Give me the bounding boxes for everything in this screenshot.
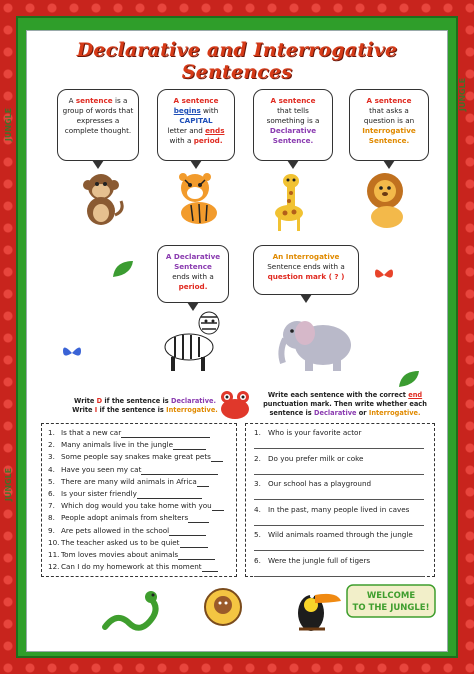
right-instr-declarative: Declarative <box>314 409 357 417</box>
answer-line[interactable] <box>254 474 424 475</box>
left-item-text: Is your sister friendly <box>61 489 137 498</box>
bubble5-l1: A Declarative <box>165 252 221 261</box>
right-item-number: 1. <box>254 428 261 437</box>
left-item-number: 5. <box>48 476 55 486</box>
right-exercise-box <box>245 423 435 577</box>
left-item-text: Some people say snakes make great pets <box>61 452 211 462</box>
giraffe-illustration <box>267 171 313 233</box>
bubble-declarative-def <box>253 89 333 161</box>
right-instr-interrogative: Interrogative. <box>368 409 421 417</box>
right-instr-l2: punctuation mark. Then write whether each <box>263 400 427 408</box>
right-item-row <box>254 428 361 437</box>
right-item-number: 3. <box>254 479 261 488</box>
left-item-row <box>48 489 202 499</box>
bubble2-l5b: period. <box>193 136 223 145</box>
bubble2-l3: CAPITAL <box>179 116 213 125</box>
right-instr-or: or <box>358 409 367 417</box>
answer-blank[interactable] <box>197 479 209 487</box>
bubble-interrogative-question <box>253 245 359 295</box>
answer-blank[interactable] <box>137 491 202 499</box>
left-instr-l1-mid: if the sentence is <box>104 397 169 405</box>
left-item-row <box>48 440 206 450</box>
right-item-number: 2. <box>254 453 261 463</box>
bubble-interrogative-def <box>349 89 429 161</box>
right-instr-l3-pre: sentence is <box>269 409 312 417</box>
right-item-row <box>254 454 363 463</box>
left-item-row <box>48 452 223 462</box>
left-item-number: 1. <box>48 428 55 437</box>
right-item-text: Our school has a playground <box>268 479 372 488</box>
left-item-text: Which dog would you take home with you <box>61 501 212 511</box>
left-exercise-box <box>41 423 237 577</box>
bubble2-l2a: begins <box>173 106 201 115</box>
bubble4-l5: Sentence. <box>368 136 410 145</box>
right-item-text: Wild animals roamed through the jungle <box>268 530 413 539</box>
bubble4-l4: Interrogative <box>362 126 416 135</box>
bubble2-l1: A sentence <box>173 96 219 105</box>
answer-blank[interactable] <box>212 503 224 511</box>
left-item-text: Are pets allowed in the school <box>61 525 170 535</box>
left-item-row <box>48 562 218 572</box>
bubble3-l1: A sentence <box>270 96 316 105</box>
leaf-icon <box>111 259 135 279</box>
left-item-row <box>48 550 215 560</box>
answer-blank[interactable] <box>173 442 205 450</box>
right-item-row <box>254 505 409 514</box>
answer-blank[interactable] <box>211 454 223 462</box>
worksheet <box>26 30 448 652</box>
left-item-number: 9. <box>48 525 55 535</box>
left-instr-l1-pre: Write <box>74 397 95 405</box>
right-item-row <box>254 530 413 539</box>
left-instr-declarative: Declarative. <box>171 397 216 405</box>
welcome-banner <box>345 581 437 621</box>
lion-illustration <box>357 171 417 231</box>
bubble6-l1: An Interrogative <box>272 252 340 261</box>
page-title: Declarative and Interrogative Sentences <box>76 39 398 83</box>
right-item-text: Do you prefer milk or coke <box>268 453 364 463</box>
bubble1-text: is a group of words that expresses a complete thought. <box>62 96 134 135</box>
left-item-number: 6. <box>48 489 55 498</box>
answer-line[interactable] <box>254 448 424 449</box>
bubble2-l4a: letter and <box>167 126 203 135</box>
right-item-text: Who is your favorite actor <box>268 428 362 437</box>
left-item-text: Many animals live in the jungle <box>61 440 174 450</box>
answer-blank[interactable] <box>178 552 215 560</box>
right-item-text: Were the jungle full of tigers <box>268 555 371 565</box>
bubble5-l4: period. <box>178 282 208 291</box>
right-item-number: 6. <box>254 555 261 565</box>
answer-blank[interactable] <box>202 564 218 572</box>
left-instr-l2-pre: Write <box>72 406 93 414</box>
monkey-illustration <box>75 171 127 229</box>
leaf-right-icon <box>397 369 421 389</box>
left-item-text: Can I do my homework at this moment <box>61 562 202 572</box>
bubble3-l5: Sentence. <box>272 136 314 145</box>
bubble5-l2: Sentence <box>174 262 212 271</box>
left-item-number: 11. <box>48 550 60 559</box>
left-instr-interrogative: Interrogative. <box>166 406 218 414</box>
left-instr-d: D <box>96 397 103 405</box>
answer-blank[interactable] <box>188 515 208 523</box>
tiger-illustration <box>169 171 227 229</box>
right-item-text: In the past, many people lived in caves <box>268 504 410 514</box>
bubble3-l3: something is a <box>266 116 320 125</box>
answer-line[interactable] <box>254 550 424 551</box>
left-instructions <box>65 397 225 415</box>
left-item-row <box>48 526 206 536</box>
bubble-declarative-period <box>157 245 229 303</box>
left-item-number: 7. <box>48 501 55 511</box>
left-item-number: 12. <box>48 562 60 572</box>
right-instr-l1: Write each sentence with the correct <box>267 391 406 399</box>
left-item-row <box>48 477 209 487</box>
left-item-text: There are many wild animals in Africa <box>61 476 197 486</box>
border-text-left: JUNGLE <box>4 107 14 142</box>
answer-blank[interactable] <box>121 430 210 438</box>
left-item-number: 8. <box>48 513 55 523</box>
bubble2-l5a: with a <box>169 136 192 145</box>
butterfly-icon <box>373 265 395 285</box>
bubble2-l4b: ends <box>205 126 225 135</box>
bubble-sentence-definition <box>57 89 139 161</box>
bubble5-l3: ends with a <box>172 272 214 281</box>
left-item-text: People adopt animals from shelters <box>61 513 189 523</box>
left-instr-l2-mid: if the sentence is <box>99 406 164 414</box>
left-item-row <box>48 465 218 475</box>
logo-badge <box>203 587 243 627</box>
bubble6-l2: Sentence ends with a <box>267 262 345 271</box>
left-item-number: 10. <box>48 537 60 547</box>
right-item-row <box>254 556 370 565</box>
butterfly-blue-icon <box>61 343 83 363</box>
left-item-row <box>48 428 210 438</box>
left-item-number: 3. <box>48 452 55 462</box>
bubble4-l3: question is an <box>363 116 415 125</box>
right-item-row <box>254 479 371 488</box>
elephant-illustration <box>275 311 359 375</box>
right-item-number: 4. <box>254 504 261 514</box>
answer-line[interactable] <box>254 525 424 526</box>
right-instructions <box>249 391 441 418</box>
answer-blank[interactable] <box>141 467 218 475</box>
left-item-row <box>48 501 224 511</box>
bubble4-l1: A sentence <box>366 96 412 105</box>
bubble-capital-rule <box>157 89 235 161</box>
answer-blank[interactable] <box>169 528 206 536</box>
zebra-illustration <box>157 309 227 375</box>
left-item-text: Is that a new car <box>61 428 122 437</box>
bubble1-pre: A <box>68 96 74 105</box>
answer-line[interactable] <box>254 499 424 500</box>
left-item-number: 2. <box>48 440 55 450</box>
right-instr-end: end <box>408 391 423 399</box>
bubble4-l2: that asks a <box>369 106 409 115</box>
toucan-illustration <box>285 577 345 639</box>
bubble1-term: sentence <box>75 96 113 105</box>
left-item-number: 4. <box>48 464 55 474</box>
bubble3-l4: Declarative <box>269 126 317 135</box>
left-instr-i: I <box>94 406 98 414</box>
snake-illustration <box>97 583 167 633</box>
bubble6-l3: question mark ( ? ) <box>267 272 345 281</box>
left-item-row <box>48 513 209 523</box>
border-text-right: JUNGLE <box>458 77 468 112</box>
right-item-number: 5. <box>254 530 261 539</box>
left-item-text: Have you seen my cat <box>61 464 142 474</box>
bubble2-l2b: with <box>203 106 219 115</box>
answer-blank[interactable] <box>180 540 208 548</box>
border-text-left-2: JUNGLE <box>4 467 14 502</box>
svg-text:TO THE JUNGLE!: TO THE JUNGLE! <box>352 603 430 613</box>
bubble3-l2: that tells <box>277 106 309 115</box>
left-item-text: Tom loves movies about animals <box>61 550 179 559</box>
left-item-text: The teacher asked us to be quiet <box>61 537 180 547</box>
left-item-row <box>48 538 208 548</box>
svg-text:WELCOME: WELCOME <box>366 591 416 601</box>
